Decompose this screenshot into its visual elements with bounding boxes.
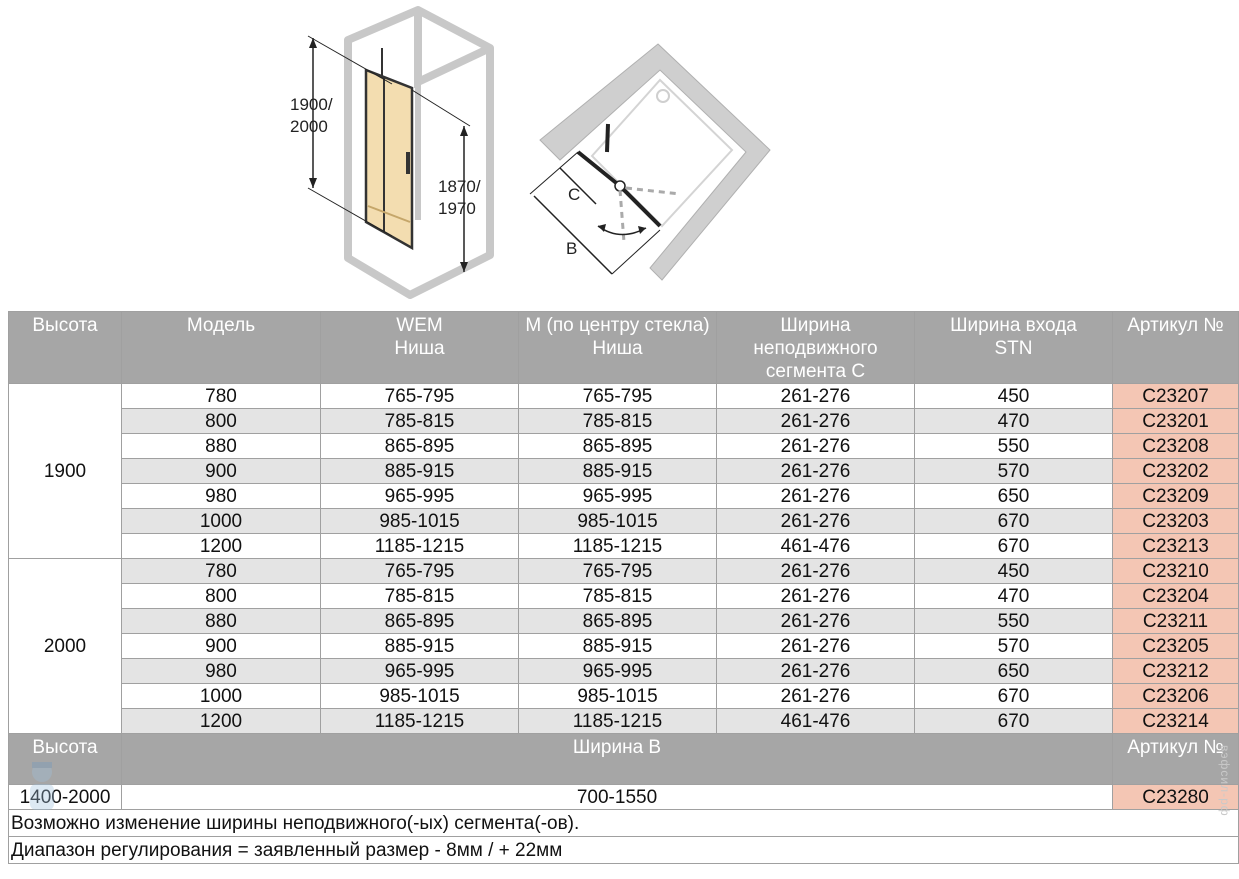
- model-cell: 980: [122, 484, 321, 509]
- entry-height-label-2: 1970: [438, 199, 476, 218]
- header-article: Артикул №: [1113, 312, 1239, 384]
- m-cell: 785-815: [519, 409, 717, 434]
- header-model: Модель: [122, 312, 321, 384]
- m-cell: 965-995: [519, 484, 717, 509]
- option-header-width: Ширина B: [122, 734, 1113, 785]
- m-cell: 985-1015: [519, 684, 717, 709]
- note-text: Возможно изменение ширины неподвижного(-ых) сегмента(-ов).: [9, 810, 1239, 837]
- entry-width-cell: 470: [915, 584, 1113, 609]
- model-cell: 1000: [122, 684, 321, 709]
- article-cell: C23213: [1113, 534, 1239, 559]
- m-cell: 1185-1215: [519, 709, 717, 734]
- model-cell: 900: [122, 634, 321, 659]
- fixed-width-cell: 261-276: [717, 384, 915, 409]
- plumber-logo-icon: [18, 756, 66, 816]
- note-row: [9, 837, 1239, 864]
- entry-width-cell: 670: [915, 684, 1113, 709]
- article-cell: C23214: [1113, 709, 1239, 734]
- option-article: C23280: [1113, 785, 1239, 810]
- model-cell: 780: [122, 384, 321, 409]
- header-fixed-width: Ширина неподвижного сегмента C: [717, 312, 915, 384]
- article-cell: C23208: [1113, 434, 1239, 459]
- table-row: [9, 434, 1239, 459]
- wem-cell: 785-815: [321, 409, 519, 434]
- table-row: [9, 609, 1239, 634]
- wem-cell: 785-815: [321, 584, 519, 609]
- wem-cell: 1185-1215: [321, 534, 519, 559]
- entry-width-cell: 550: [915, 609, 1113, 634]
- watermark-text: вэфсил-рф: [1218, 745, 1232, 817]
- header-height: Высота: [9, 312, 122, 384]
- fixed-width-cell: 261-276: [717, 559, 915, 584]
- table-row: [9, 459, 1239, 484]
- article-cell: C23203: [1113, 509, 1239, 534]
- model-cell: 880: [122, 609, 321, 634]
- option-width: 700-1550: [122, 785, 1113, 810]
- option-height: 1400-2000: [9, 785, 122, 810]
- m-cell: 885-915: [519, 459, 717, 484]
- fixed-width-cell: 461-476: [717, 709, 915, 734]
- m-cell: 765-795: [519, 559, 717, 584]
- model-cell: 800: [122, 584, 321, 609]
- note-text: Диапазон регулирования = заявленный размер - 8мм / + 22мм: [9, 837, 1239, 864]
- option-header-row: [9, 734, 1239, 785]
- table-row: [9, 509, 1239, 534]
- wem-cell: 765-795: [321, 559, 519, 584]
- article-cell: C23205: [1113, 634, 1239, 659]
- wem-cell: 985-1015: [321, 509, 519, 534]
- m-cell: 865-895: [519, 434, 717, 459]
- wem-cell: 985-1015: [321, 684, 519, 709]
- fixed-width-cell: 461-476: [717, 534, 915, 559]
- wem-cell: 865-895: [321, 434, 519, 459]
- table-row: [9, 409, 1239, 434]
- fixed-width-cell: 261-276: [717, 584, 915, 609]
- entry-width-cell: 450: [915, 384, 1113, 409]
- wem-cell: 1185-1215: [321, 709, 519, 734]
- entry-width-cell: 650: [915, 659, 1113, 684]
- fixed-width-cell: 261-276: [717, 409, 915, 434]
- note-row: [9, 810, 1239, 837]
- m-cell: 885-915: [519, 634, 717, 659]
- model-cell: 800: [122, 409, 321, 434]
- option-header-article: Артикул №: [1113, 734, 1239, 785]
- entry-width-cell: 550: [915, 434, 1113, 459]
- header-m: M (по центру стекла) Ниша: [519, 312, 717, 384]
- m-cell: 785-815: [519, 584, 717, 609]
- table-row: [9, 659, 1239, 684]
- table-row: [9, 634, 1239, 659]
- wem-cell: 865-895: [321, 609, 519, 634]
- entry-width-cell: 670: [915, 534, 1113, 559]
- option-header-height: Высота: [9, 734, 122, 785]
- entry-width-cell: 470: [915, 409, 1113, 434]
- entry-height-label-1: 1870/: [438, 177, 481, 196]
- entry-width-cell: 570: [915, 459, 1113, 484]
- article-cell: C23209: [1113, 484, 1239, 509]
- table-row: [9, 384, 1239, 409]
- fixed-width-cell: 261-276: [717, 509, 915, 534]
- table-row: [9, 584, 1239, 609]
- table-header-row: [9, 312, 1239, 384]
- model-cell: 900: [122, 459, 321, 484]
- model-cell: 780: [122, 559, 321, 584]
- entry-width-cell: 650: [915, 484, 1113, 509]
- m-cell: 985-1015: [519, 509, 717, 534]
- fixed-width-cell: 261-276: [717, 434, 915, 459]
- m-cell: 1185-1215: [519, 534, 717, 559]
- spec-table: [8, 311, 1239, 864]
- fixed-width-cell: 261-276: [717, 659, 915, 684]
- fixed-width-cell: 261-276: [717, 459, 915, 484]
- m-cell: 865-895: [519, 609, 717, 634]
- article-cell: C23202: [1113, 459, 1239, 484]
- height-label-1: 1900/: [290, 95, 333, 114]
- m-cell: 765-795: [519, 384, 717, 409]
- wem-cell: 885-915: [321, 634, 519, 659]
- door-perspective-drawing: [280, 0, 520, 290]
- article-cell: C23204: [1113, 584, 1239, 609]
- wem-cell: 965-995: [321, 484, 519, 509]
- article-cell: C23211: [1113, 609, 1239, 634]
- group-height-cell: 1900: [9, 384, 122, 559]
- article-cell: C23207: [1113, 384, 1239, 409]
- fixed-width-cell: 261-276: [717, 609, 915, 634]
- model-cell: 1200: [122, 534, 321, 559]
- fixed-width-cell: 261-276: [717, 634, 915, 659]
- m-cell: 965-995: [519, 659, 717, 684]
- wem-cell: 765-795: [321, 384, 519, 409]
- model-cell: 1200: [122, 709, 321, 734]
- entry-width-cell: 450: [915, 559, 1113, 584]
- model-cell: 1000: [122, 509, 321, 534]
- article-cell: C23210: [1113, 559, 1239, 584]
- watermark: [1218, 745, 1234, 875]
- height-label-2: 2000: [290, 117, 328, 136]
- fixed-width-cell: 261-276: [717, 684, 915, 709]
- wem-cell: 965-995: [321, 659, 519, 684]
- table-row: [9, 684, 1239, 709]
- article-cell: C23206: [1113, 684, 1239, 709]
- fixed-width-cell: 261-276: [717, 484, 915, 509]
- label-c: C: [568, 185, 581, 204]
- table-row: [9, 534, 1239, 559]
- model-cell: 880: [122, 434, 321, 459]
- entry-width-cell: 670: [915, 509, 1113, 534]
- article-cell: C23201: [1113, 409, 1239, 434]
- label-b: B: [566, 239, 578, 258]
- entry-width-cell: 670: [915, 709, 1113, 734]
- group-height-cell: 2000: [9, 559, 122, 734]
- wem-cell: 885-915: [321, 459, 519, 484]
- entry-width-cell: 570: [915, 634, 1113, 659]
- option-row: [9, 785, 1239, 810]
- table-row: [9, 484, 1239, 509]
- door-plan-drawing: [520, 30, 780, 290]
- header-entry-width: Ширина входа STN: [915, 312, 1113, 384]
- article-cell: C23212: [1113, 659, 1239, 684]
- header-wem: WEM Ниша: [321, 312, 519, 384]
- table-row: [9, 709, 1239, 734]
- product-drawings: [0, 0, 1239, 300]
- table-row: [9, 559, 1239, 584]
- model-cell: 980: [122, 659, 321, 684]
